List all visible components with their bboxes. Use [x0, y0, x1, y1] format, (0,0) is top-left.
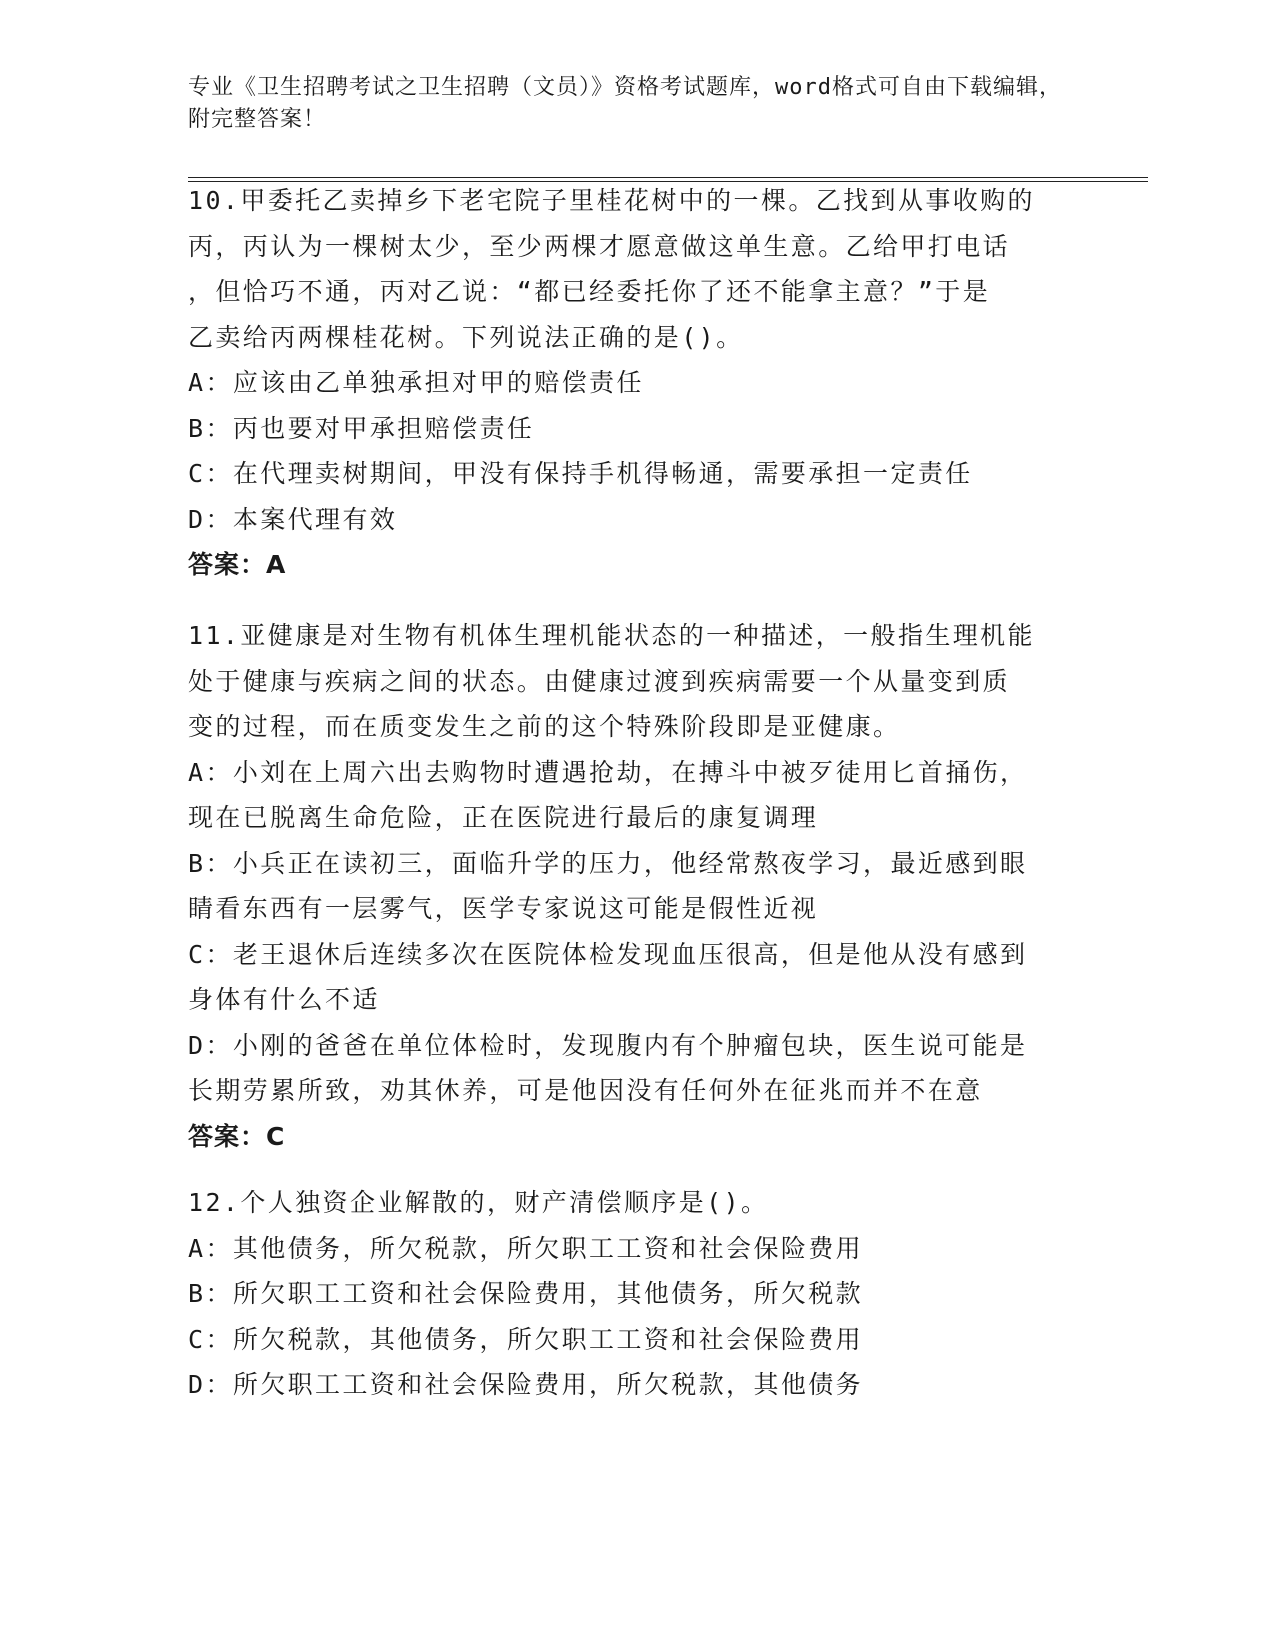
question-stem-line: 10.甲委托乙卖掉乡下老宅院子里桂花树中的一棵。乙找到从事收购的 — [188, 186, 1035, 215]
question-11 — [188, 613, 1088, 1159]
option-a: A：小刘在上周六出去购物时遭遇抢劫，在搏斗中被歹徒用匕首捅伤， — [188, 757, 1028, 787]
question-stem-line: 处于健康与疾病之间的状态。由健康过渡到疾病需要一个从量变到质 — [188, 666, 1011, 696]
option-a: A：应该由乙单独承担对甲的赔偿责任 — [188, 368, 644, 397]
question-12 — [188, 1180, 1088, 1408]
answer-label: 答案：A — [188, 550, 287, 579]
option-c: C：老王退休后连续多次在医院体检发现血压很高，但是他从没有感到 — [188, 939, 1028, 969]
option-a-continued: 现在已脱离生命危险，正在医院进行最后的康复调理 — [188, 803, 819, 832]
option-d: D：本案代理有效 — [188, 504, 398, 534]
option-b: B：所欠职工工资和社会保险费用，其他债务，所欠税款 — [188, 1279, 864, 1308]
option-c-continued: 身体有什么不适 — [188, 985, 380, 1014]
option-c: C：所欠税款，其他债务，所欠职工工资和社会保险费用 — [188, 1324, 864, 1354]
question-stem-line: 11.亚健康是对生物有机体生理机能状态的一种描述，一般指生理机能 — [188, 621, 1035, 650]
option-d: D：所欠职工工资和社会保险费用，所欠税款，其他债务 — [188, 1370, 864, 1399]
option-a: A：其他债务，所欠税款，所欠职工工资和社会保险费用 — [188, 1233, 864, 1263]
question-stem-line: 变的过程，而在质变发生之前的这个特殊阶段即是亚健康。 — [188, 712, 901, 741]
option-d-continued: 长期劳累所致，劝其休养，可是他因没有任何外在征兆而并不在意 — [188, 1076, 983, 1105]
question-stem-line: ，但恰巧不通，丙对乙说：“都已经委托你了还不能拿主意？”于是 — [188, 277, 991, 306]
question-10 — [188, 178, 1088, 588]
document-header: 专业《卫生招聘考试之卫生招聘（文员）》资格考试题库，word格式可自由下载编辑，附完整答案！ — [188, 75, 1062, 132]
question-stem-line: 乙卖给丙两棵桂花树。下列说法正确的是()。 — [188, 322, 744, 352]
option-c: C：在代理卖树期间，甲没有保持手机得畅通，需要承担一定责任 — [188, 459, 973, 488]
question-stem-line: 12.个人独资企业解散的，财产清偿顺序是()。 — [188, 1188, 769, 1217]
option-b: B：丙也要对甲承担赔偿责任 — [188, 413, 535, 443]
answer-label: 答案：C — [188, 1121, 286, 1151]
option-d: D：小刚的爸爸在单位体检时，发现腹内有个肿瘤包块，医生说可能是 — [188, 1030, 1028, 1060]
question-stem-line: 丙，丙认为一棵树太少，至少两棵才愿意做这单生意。乙给甲打电话 — [188, 231, 1011, 261]
option-b-continued: 睛看东西有一层雾气，医学专家说这可能是假性近视 — [188, 894, 819, 923]
option-b: B：小兵正在读初三，面临升学的压力，他经常熬夜学习，最近感到眼 — [188, 848, 1028, 878]
